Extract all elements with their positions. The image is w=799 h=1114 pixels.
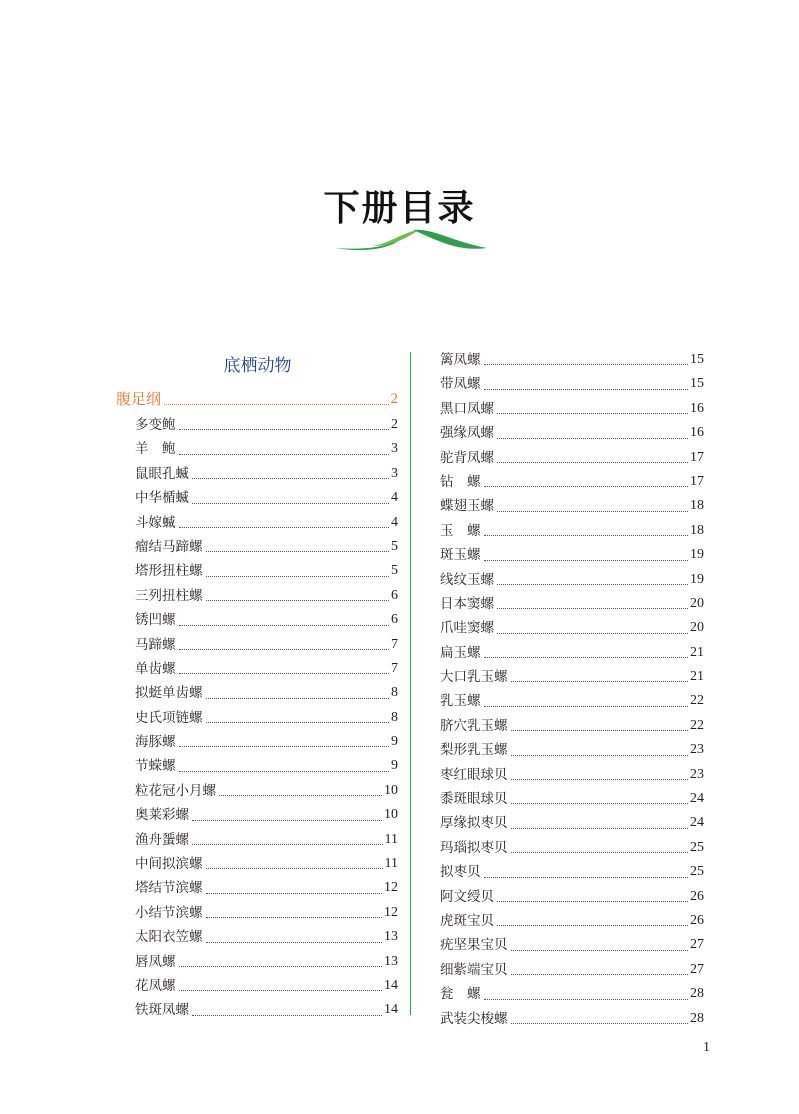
- toc-entry-name: 乳玉螺: [440, 693, 481, 710]
- leader-dots: [497, 584, 688, 585]
- leader-dots: [206, 868, 383, 869]
- toc-entry-page: 10: [384, 782, 398, 798]
- toc-entry-name: 疣坚果宝贝: [440, 937, 508, 954]
- toc-entry[interactable]: [440, 885, 704, 909]
- toc-entry[interactable]: [135, 535, 398, 559]
- toc-entry[interactable]: [440, 421, 704, 445]
- toc-entry-page: 27: [690, 937, 704, 953]
- leader-dots: [511, 730, 689, 731]
- toc-entry[interactable]: [440, 446, 704, 470]
- toc-entry-name: 日本窦螺: [440, 595, 494, 612]
- toc-entry-name: 马蹄螺: [135, 636, 176, 653]
- leader-dots: [511, 681, 689, 682]
- toc-entry-page: 11: [384, 856, 398, 872]
- toc-entry-page: 26: [690, 912, 704, 928]
- toc-entry[interactable]: [440, 568, 704, 592]
- leader-dots: [484, 389, 689, 390]
- toc-entry-page: 28: [690, 1010, 704, 1026]
- toc-entry[interactable]: [135, 511, 398, 535]
- leader-dots: [511, 828, 689, 829]
- toc-entry[interactable]: [440, 543, 704, 567]
- toc-entry[interactable]: [135, 779, 398, 803]
- toc-entry-page: 20: [690, 595, 704, 611]
- toc-entry-name: 塔形扭柱螺: [135, 563, 203, 580]
- toc-entry-page: 7: [391, 636, 398, 652]
- toc-entry-page: 8: [391, 685, 398, 701]
- toc-entry-page: 24: [690, 791, 704, 807]
- toc-entry[interactable]: [440, 763, 704, 787]
- toc-entry-name: 带凤螺: [440, 376, 481, 393]
- toc-entry-page: 19: [690, 571, 704, 587]
- toc-entry[interactable]: [440, 982, 704, 1006]
- toc-entry[interactable]: [440, 616, 704, 640]
- page-number: 1: [703, 1040, 710, 1055]
- toc-entry-name: 塔结节滨螺: [135, 880, 203, 897]
- leader-dots: [497, 438, 688, 439]
- toc-entry-name: 阿文绶贝: [440, 888, 494, 905]
- toc-entry-name: 羊 鲍: [135, 441, 176, 458]
- toc-entry-name: 多变鲍: [135, 416, 176, 433]
- leader-dots: [497, 511, 688, 512]
- toc-entry-name: 钻 螺: [440, 473, 481, 490]
- toc-entry[interactable]: [440, 909, 704, 933]
- toc-entry-name: 渔舟蜑螺: [135, 831, 189, 848]
- toc-entry[interactable]: [135, 950, 398, 974]
- toc-entry-page: 6: [391, 587, 398, 603]
- toc-class-heading[interactable]: [116, 386, 398, 412]
- leader-dots: [497, 633, 688, 634]
- leader-dots: [206, 722, 390, 723]
- toc-entry-name: 海豚螺: [135, 734, 176, 751]
- toc-entry-page: 18: [690, 498, 704, 514]
- toc-entry[interactable]: [135, 559, 398, 583]
- toc-entry-name: 唇凤螺: [135, 953, 176, 970]
- toc-right-column: [440, 348, 704, 1031]
- toc-entry-name: 厚缘拟枣贝: [440, 815, 508, 832]
- leader-dots: [179, 746, 390, 747]
- toc-entry-page: 18: [690, 522, 704, 538]
- toc-entry-name: 史氏项链螺: [135, 709, 203, 726]
- toc-entry-name: 枣红眼球贝: [440, 766, 508, 783]
- class-page: 2: [390, 391, 398, 407]
- toc-entry[interactable]: [135, 486, 398, 510]
- leader-dots: [511, 755, 689, 756]
- toc-entry-name: 线纹玉螺: [440, 571, 494, 588]
- toc-entry-page: 23: [690, 766, 704, 782]
- toc-entry-name: 扁玉螺: [440, 644, 481, 661]
- leader-dots: [179, 625, 390, 626]
- toc-entry[interactable]: [135, 413, 398, 437]
- leader-dots: [484, 877, 689, 878]
- toc-entry-page: 16: [690, 425, 704, 441]
- toc-entry-name: 爪哇窦螺: [440, 620, 494, 637]
- leader-dots: [484, 560, 689, 561]
- toc-entry[interactable]: [440, 836, 704, 860]
- toc-entry-page: 6: [391, 612, 398, 628]
- leader-dots: [179, 454, 390, 455]
- leader-dots: [164, 404, 388, 405]
- leader-dots: [484, 486, 689, 487]
- leader-dots: [484, 999, 689, 1000]
- toc-entry-name: 蝶翅玉螺: [440, 498, 494, 515]
- leader-dots: [511, 779, 689, 780]
- toc-entry-name: 中华楯蝛: [135, 490, 189, 507]
- leader-dots: [511, 974, 689, 975]
- toc-entry-page: 17: [690, 473, 704, 489]
- toc-entry-name: 奥莱彩螺: [135, 807, 189, 824]
- toc-entry-page: 5: [391, 563, 398, 579]
- toc-entry[interactable]: [135, 852, 398, 876]
- toc-entry-page: 22: [690, 693, 704, 709]
- toc-entry-name: 黑口凤螺: [440, 400, 494, 417]
- leader-dots: [497, 925, 688, 926]
- toc-entry-name: 粒花冠小月螺: [135, 782, 216, 799]
- toc-entry-name: 玉 螺: [440, 522, 481, 539]
- toc-entry[interactable]: [440, 958, 704, 982]
- toc-entry-page: 14: [384, 1002, 398, 1018]
- leader-dots: [206, 600, 390, 601]
- toc-entry-name: 三列扭柱螺: [135, 587, 203, 604]
- toc-entry-page: 10: [384, 807, 398, 823]
- toc-entry-page: 16: [690, 400, 704, 416]
- toc-entry[interactable]: [135, 706, 398, 730]
- leader-dots: [484, 535, 689, 536]
- toc-entry[interactable]: [135, 584, 398, 608]
- toc-entry-name: 驼背凤螺: [440, 449, 494, 466]
- toc-entry-page: 13: [384, 953, 398, 969]
- toc-entry-page: 15: [690, 351, 704, 367]
- toc-entry-page: 9: [391, 734, 398, 750]
- leader-dots: [511, 1023, 689, 1024]
- leader-dots: [206, 942, 383, 943]
- toc-entry[interactable]: [440, 860, 704, 884]
- toc-entry[interactable]: [440, 641, 704, 665]
- toc-entry[interactable]: [440, 665, 704, 689]
- toc-entry-page: 21: [690, 669, 704, 685]
- leader-dots: [179, 429, 390, 430]
- toc-entry-page: 19: [690, 547, 704, 563]
- toc-entry-page: 25: [690, 839, 704, 855]
- leader-dots: [206, 893, 383, 894]
- toc-entry[interactable]: [440, 738, 704, 762]
- leader-dots: [206, 917, 383, 918]
- toc-entry[interactable]: [440, 372, 704, 396]
- toc-entry[interactable]: [135, 803, 398, 827]
- toc-entry[interactable]: [135, 462, 398, 486]
- toc-entry-name: 锈凹螺: [135, 612, 176, 629]
- toc-entry[interactable]: [135, 828, 398, 852]
- leader-dots: [497, 462, 688, 463]
- toc-entry-page: 3: [391, 465, 398, 481]
- toc-entry[interactable]: [135, 608, 398, 632]
- toc-entry-page: 24: [690, 815, 704, 831]
- wave-ornament: [333, 226, 489, 256]
- toc-entry-page: 27: [690, 961, 704, 977]
- toc-entry[interactable]: [135, 974, 398, 998]
- toc-entry-name: 拟枣贝: [440, 864, 481, 881]
- toc-entry-page: 13: [384, 929, 398, 945]
- toc-entry[interactable]: [440, 494, 704, 518]
- leader-dots: [511, 803, 689, 804]
- toc-entry-page: 20: [690, 620, 704, 636]
- toc-entry-page: 26: [690, 888, 704, 904]
- leader-dots: [206, 551, 390, 552]
- toc-entry[interactable]: [135, 754, 398, 778]
- toc-entry[interactable]: [135, 633, 398, 657]
- toc-entry[interactable]: [440, 397, 704, 421]
- leader-dots: [192, 503, 389, 504]
- toc-entry-name: 单齿螺: [135, 660, 176, 677]
- leader-dots: [206, 576, 390, 577]
- page-title: 下册目录: [323, 188, 476, 229]
- toc-entry-page: 12: [384, 904, 398, 920]
- leader-dots: [484, 364, 689, 365]
- leader-dots: [192, 844, 383, 845]
- toc-entry-name: 拟蜓单齿螺: [135, 685, 203, 702]
- toc-entry-name: 鼠眼孔蝛: [135, 465, 189, 482]
- leader-dots: [192, 478, 389, 479]
- leader-dots: [484, 657, 689, 658]
- leader-dots: [219, 795, 382, 796]
- toc-entry-name: 梨形乳玉螺: [440, 742, 508, 759]
- toc-entry-page: 11: [384, 831, 398, 847]
- toc-entry-page: 5: [391, 538, 398, 554]
- toc-entry-name: 中间拟滨螺: [135, 856, 203, 873]
- leader-dots: [179, 771, 390, 772]
- leader-dots: [192, 1015, 382, 1016]
- class-label: 腹足纲: [116, 390, 162, 408]
- leader-dots: [206, 698, 390, 699]
- toc-entry-page: 3: [391, 441, 398, 457]
- toc-entry-name: 细紫端宝贝: [440, 961, 508, 978]
- toc-entry[interactable]: [440, 689, 704, 713]
- leader-dots: [179, 649, 390, 650]
- toc-entry-page: 22: [690, 717, 704, 733]
- toc-entry[interactable]: [440, 519, 704, 543]
- toc-entry-page: 8: [391, 709, 398, 725]
- toc-entry[interactable]: [440, 714, 704, 738]
- toc-entry[interactable]: [135, 901, 398, 925]
- toc-entry[interactable]: [440, 811, 704, 835]
- toc-entry-name: 玛瑙拟枣贝: [440, 839, 508, 856]
- toc-entry[interactable]: [440, 933, 704, 957]
- leader-dots: [192, 820, 382, 821]
- toc-entry-name: 强缘凤螺: [440, 425, 494, 442]
- toc-entry-name: 大口乳玉螺: [440, 669, 508, 686]
- toc-entry[interactable]: [135, 657, 398, 681]
- leader-dots: [179, 966, 383, 967]
- toc-entry-page: 2: [391, 416, 398, 432]
- toc-entry-page: 25: [690, 864, 704, 880]
- toc-entry-page: 12: [384, 880, 398, 896]
- toc-entry-name: 花凤螺: [135, 977, 176, 994]
- toc-entry-page: 17: [690, 449, 704, 465]
- leader-dots: [179, 990, 383, 991]
- leader-dots: [511, 950, 689, 951]
- toc-entry[interactable]: [135, 925, 398, 949]
- toc-entry-name: 武装尖梭螺: [440, 1010, 508, 1027]
- toc-entry-name: 脐穴乳玉螺: [440, 717, 508, 734]
- toc-entry-name: 小结节滨螺: [135, 904, 203, 921]
- toc-entry-name: 瓮 螺: [440, 986, 481, 1003]
- toc-entry-name: 斑玉螺: [440, 547, 481, 564]
- toc-entry-name: 瘤结马蹄螺: [135, 538, 203, 555]
- toc-entry[interactable]: [135, 998, 398, 1022]
- section-heading: 底栖动物: [223, 356, 292, 376]
- leader-dots: [484, 706, 689, 707]
- toc-entry-page: 4: [391, 490, 398, 506]
- leader-dots: [497, 413, 688, 414]
- toc-entry[interactable]: [135, 876, 398, 900]
- toc-entry-page: 21: [690, 644, 704, 660]
- toc-entry[interactable]: [135, 681, 398, 705]
- leader-dots: [497, 608, 688, 609]
- toc-entry[interactable]: [440, 592, 704, 616]
- leader-dots: [511, 852, 689, 853]
- toc-entry-name: 黍斑眼球贝: [440, 791, 508, 808]
- toc-entry[interactable]: [135, 730, 398, 754]
- toc-entry-page: 14: [384, 977, 398, 993]
- toc-left-column: [135, 413, 398, 1023]
- column-divider: [410, 352, 411, 1015]
- toc-entry-page: 28: [690, 986, 704, 1002]
- toc-entry-page: 23: [690, 742, 704, 758]
- toc-entry-name: 虎斑宝贝: [440, 912, 494, 929]
- toc-entry-name: 太阳衣笠螺: [135, 929, 203, 946]
- toc-entry-name: 铁斑凤螺: [135, 1002, 189, 1019]
- leader-dots: [179, 527, 390, 528]
- toc-entry[interactable]: [440, 348, 704, 372]
- toc-entry[interactable]: [440, 787, 704, 811]
- toc-entry-page: 7: [391, 660, 398, 676]
- toc-entry[interactable]: [135, 437, 398, 461]
- toc-entry-name: 篱凤螺: [440, 351, 481, 368]
- toc-entry-name: 节蝾螺: [135, 758, 176, 775]
- toc-entry-page: 15: [690, 376, 704, 392]
- toc-entry-page: 4: [391, 514, 398, 530]
- toc-entry[interactable]: [440, 470, 704, 494]
- toc-entry-name: 斗嫁蝛: [135, 514, 176, 531]
- leader-dots: [179, 673, 390, 674]
- toc-entry-page: 9: [391, 758, 398, 774]
- toc-entry[interactable]: [440, 1007, 704, 1031]
- leader-dots: [497, 901, 688, 902]
